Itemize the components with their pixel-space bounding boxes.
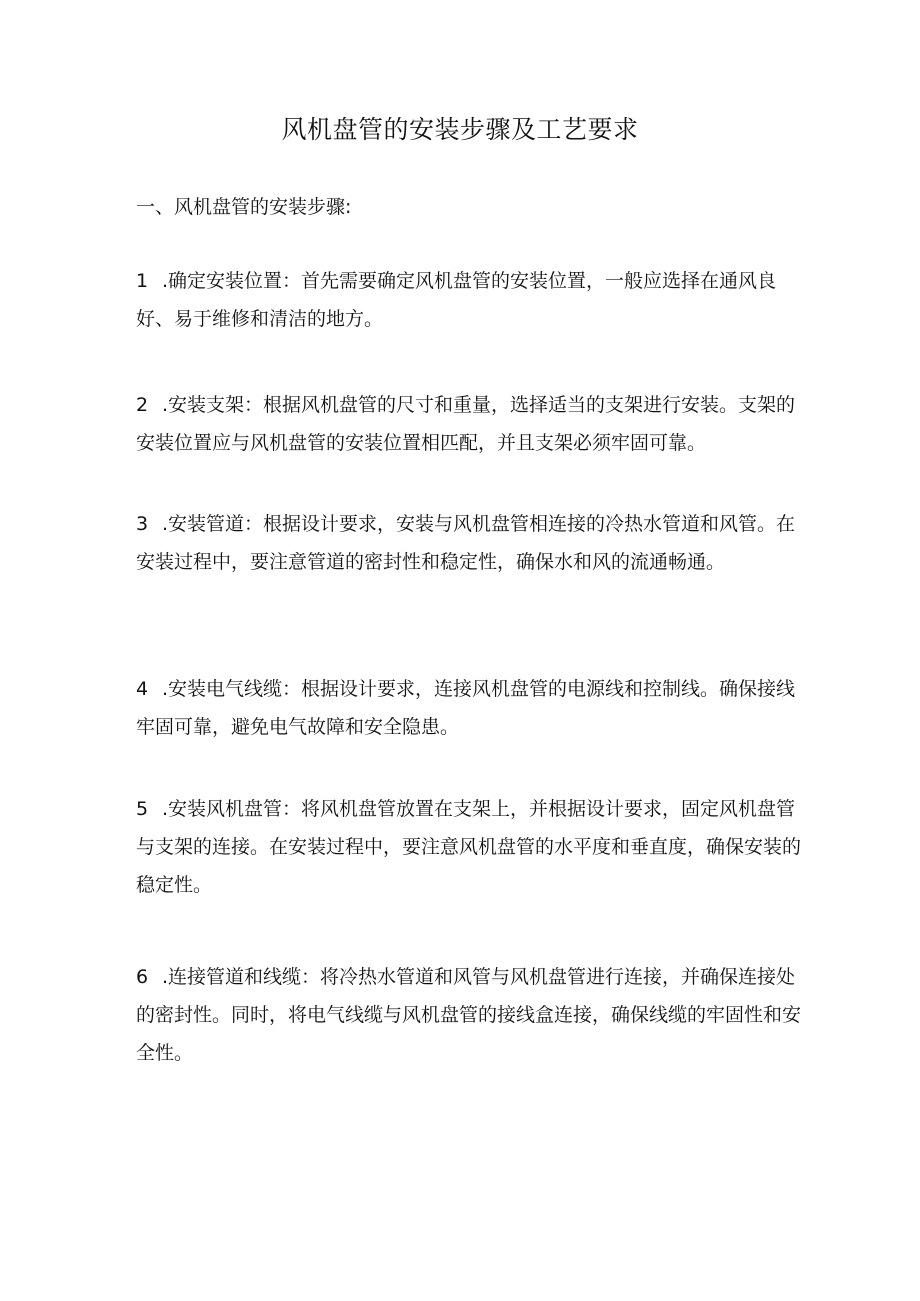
step-number: 4	[136, 678, 149, 700]
step-text: .连接管道和线缆：将冷热水管道和风管与风机盘管进行连接，并确保连接处的密封性。同时，将电气线缆与风机盘管的接线盒连接，确保线缆的牢固性和安全性。	[136, 966, 802, 1064]
section-heading: 一、风机盘管的安装步骤:	[136, 196, 352, 218]
step-text: .安装支架：根据风机盘管的尺寸和重量，选择适当的支架进行安装。支架的安装位置应与风机盘管的安装位置相匹配，并且支架必须牢固可靠。	[136, 394, 796, 454]
step-number: 6	[136, 966, 149, 988]
step-6	[136, 958, 804, 1072]
step-text: .安装管道：根据设计要求，安装与风机盘管相连接的冷热水管道和风管。在安装过程中，要注意管道的密封性和稳定性，确保水和风的流通畅通。	[136, 513, 796, 573]
step-4	[136, 670, 804, 746]
step-2	[136, 386, 804, 462]
step-number: 2	[136, 394, 149, 416]
step-number: 3	[136, 513, 149, 535]
step-number: 5	[136, 798, 149, 820]
page-title: 风机盘管的安装步骤及工艺要求	[281, 115, 639, 144]
step-1	[136, 262, 804, 338]
step-3	[136, 505, 804, 581]
step-number: 1	[136, 270, 149, 292]
step-text: .安装电气线缆：根据设计要求，连接风机盘管的电源线和控制线。确保接线牢固可靠，避免电气故障和安全隐患。	[136, 678, 796, 738]
step-5	[136, 790, 804, 904]
step-text: .安装风机盘管：将风机盘管放置在支架上，并根据设计要求，固定风机盘管与支架的连接。在安装过程中，要注意风机盘管的水平度和垂直度，确保安装的稳定性。	[136, 798, 802, 896]
step-text: .确定安装位置：首先需要确定风机盘管的安装位置，一般应选择在通风良好、易于维修和清洁的地方。	[136, 270, 777, 330]
